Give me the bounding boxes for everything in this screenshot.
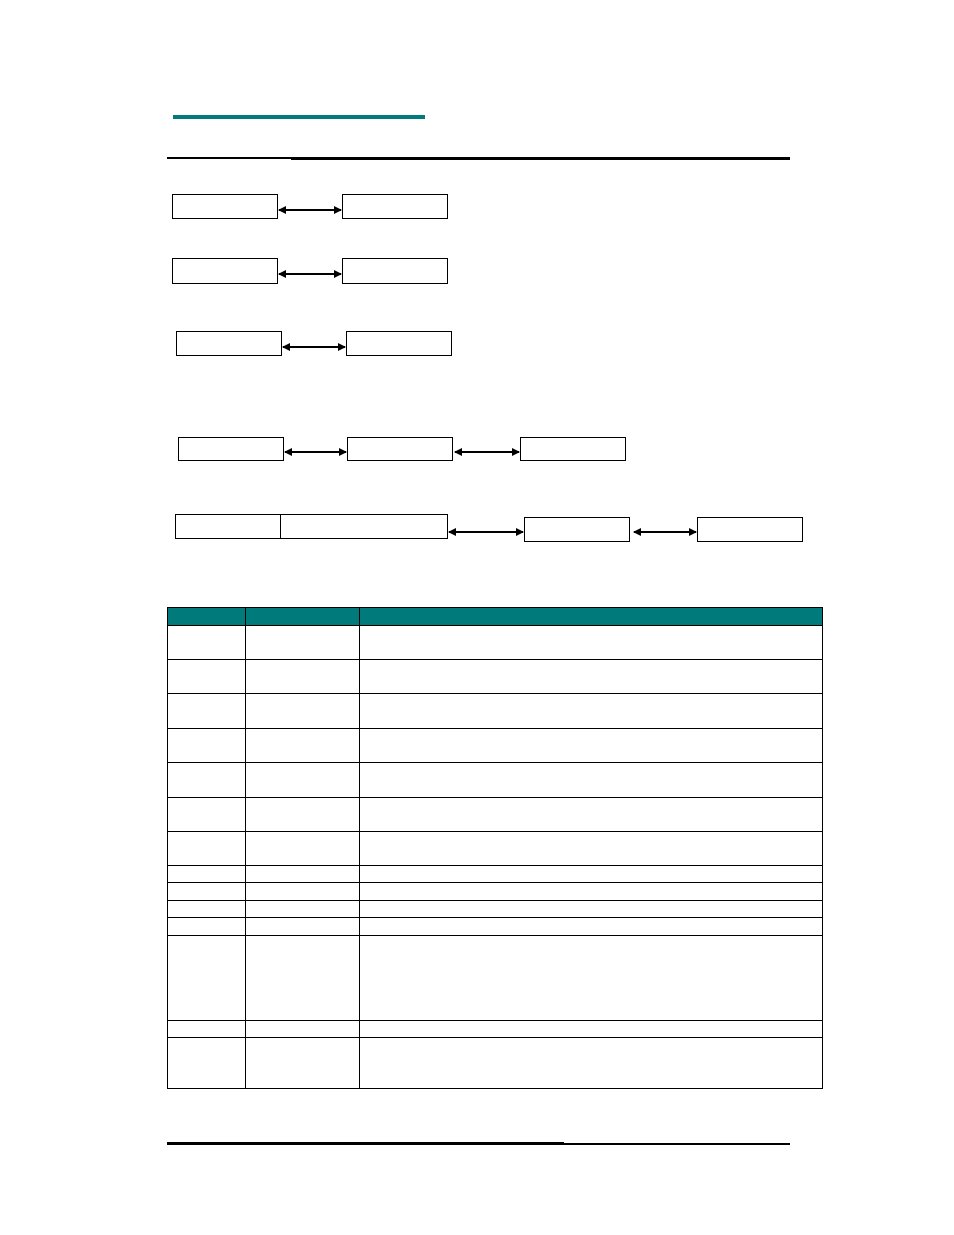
table-cell bbox=[246, 729, 360, 763]
table-cell bbox=[168, 918, 246, 936]
table-row bbox=[168, 832, 823, 866]
table-row bbox=[168, 866, 823, 883]
table-cell bbox=[246, 918, 360, 936]
table-row bbox=[168, 763, 823, 798]
table-cell bbox=[360, 763, 823, 798]
table-cell bbox=[168, 694, 246, 729]
table-cell bbox=[168, 660, 246, 694]
table-cell bbox=[360, 866, 823, 883]
table-row bbox=[168, 1038, 823, 1089]
table-cell bbox=[246, 763, 360, 798]
table-row bbox=[168, 626, 823, 660]
table-cell bbox=[360, 626, 823, 660]
table-cell bbox=[168, 1021, 246, 1038]
table-cell bbox=[246, 883, 360, 901]
table-cell bbox=[360, 883, 823, 901]
table-row bbox=[168, 660, 823, 694]
table-cell bbox=[168, 832, 246, 866]
table-row bbox=[168, 798, 823, 832]
table-cell bbox=[246, 1021, 360, 1038]
table-cell bbox=[246, 936, 360, 1021]
table-cell bbox=[360, 798, 823, 832]
table-cell bbox=[360, 901, 823, 918]
table-cell bbox=[246, 866, 360, 883]
table-cell bbox=[246, 832, 360, 866]
table-cell bbox=[360, 832, 823, 866]
table-cell bbox=[246, 901, 360, 918]
table-cell bbox=[168, 883, 246, 901]
footer-rule-left bbox=[167, 1142, 564, 1145]
table-cell bbox=[360, 729, 823, 763]
table-cell bbox=[246, 626, 360, 660]
table-cell bbox=[168, 936, 246, 1021]
table-row bbox=[168, 694, 823, 729]
column-header bbox=[168, 608, 246, 626]
table-cell bbox=[168, 798, 246, 832]
table-row bbox=[168, 901, 823, 918]
table-row bbox=[168, 918, 823, 936]
table-cell bbox=[246, 798, 360, 832]
spec-table bbox=[167, 607, 823, 1089]
table-row bbox=[168, 1021, 823, 1038]
table-cell bbox=[246, 660, 360, 694]
table-cell bbox=[360, 936, 823, 1021]
table-cell bbox=[360, 918, 823, 936]
table-row bbox=[168, 729, 823, 763]
table-cell bbox=[168, 866, 246, 883]
table-cell bbox=[168, 729, 246, 763]
table-cell bbox=[168, 626, 246, 660]
column-header bbox=[360, 608, 823, 626]
table-cell bbox=[246, 1038, 360, 1089]
table-row bbox=[168, 936, 823, 1021]
table-cell bbox=[360, 660, 823, 694]
table-cell bbox=[168, 901, 246, 918]
table-cell bbox=[246, 694, 360, 729]
table-cell bbox=[168, 1038, 246, 1089]
table-cell bbox=[360, 1021, 823, 1038]
table-cell bbox=[360, 1038, 823, 1089]
footer-rule-right bbox=[563, 1143, 790, 1145]
column-header bbox=[246, 608, 360, 626]
table-row bbox=[168, 883, 823, 901]
table-header-row bbox=[168, 608, 823, 626]
table-cell bbox=[360, 694, 823, 729]
table-cell bbox=[168, 763, 246, 798]
